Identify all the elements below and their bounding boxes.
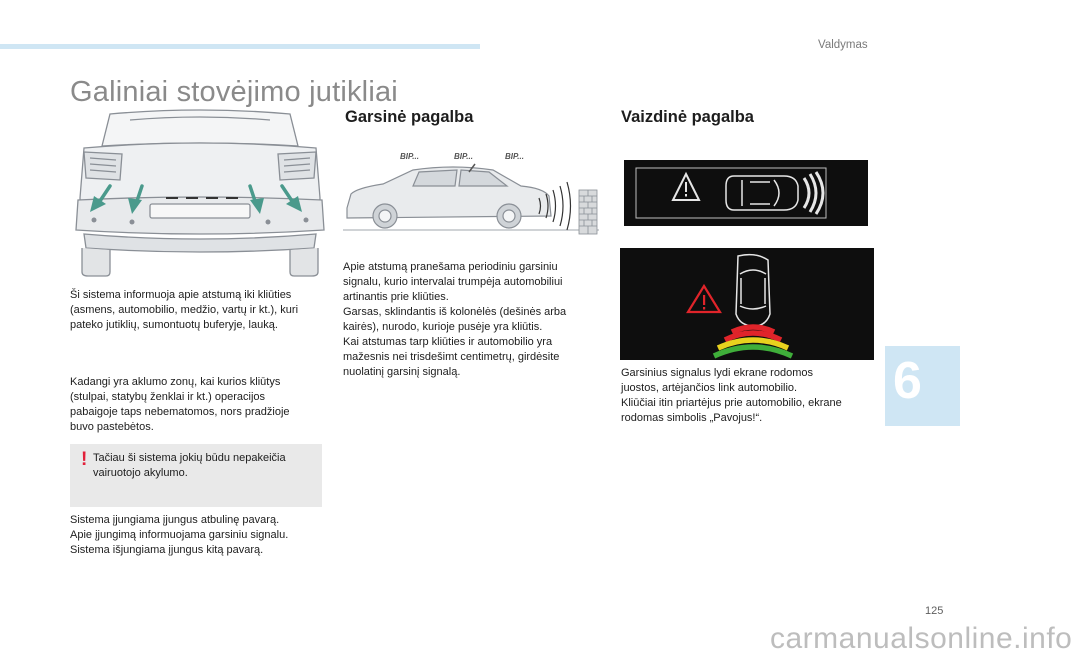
audible-assist-heading: Garsinė pagalba [345, 108, 474, 126]
warning-text: Tačiau ši sistema jokių būdu nepakeičia vairuotojo akylumo. [93, 452, 286, 479]
rear-bumper-sensors-illustration [70, 108, 330, 278]
chapter-number: 6 [893, 352, 922, 410]
audible-assist-text: Apie atstumą pranešama periodiniu garsiniu signalu, kurio intervalai trumpėja automobiliui artinantis prie kliūties. Garsas, sklindantis iš kolonėlės (dešinės arba kairės), nurodo, kurioje pusėje yra kliūtis. Kai atstumas tarp kliūties ir automobilio yra mažesnis nei trisdešimt centimetrų, girdėsite nuolatinį garsinį signalą. [343, 261, 567, 378]
visual-display-horizontal [624, 160, 868, 226]
section-label: Valdymas [818, 39, 868, 51]
bip-label: BIP... [400, 152, 419, 161]
page-number: 125 [925, 605, 944, 617]
car-reversing-illustration [343, 160, 599, 240]
visual-assist-heading: Vaizdinė pagalba [621, 108, 754, 126]
bip-label: BIP... [505, 152, 524, 161]
page-title: Galiniai stovėjimo jutikliai [70, 76, 398, 108]
header-accent-bar [0, 44, 480, 49]
visual-assist-text: Garsinius signalus lydi ekrane rodomos juostos, artėjančios link automobilio. Kliūčiai itin priartėjus prie automobilio, ekrane rodomas simbolis „Pavojus!“. [621, 367, 842, 424]
blind-zone-paragraph: Kadangi yra aklumo zonų, kai kurios kliūtys (stulpai, statybų ženklai ir kt.) operacijos pabaigoje taps nebematomos, nors pradžioje buvo pastebėtos. [70, 376, 290, 433]
visual-display-vertical [620, 248, 874, 360]
warning-exclamation-icon: ! [81, 449, 88, 470]
intro-paragraph: Ši sistema informuoja apie atstumą iki kliūties (asmens, automobilio, medžio, vartų ir kt.), kuri pateko jutiklių, sumontuotų buferyje, lauką. [70, 289, 299, 331]
activation-paragraph: Sistema įjungiama įjungus atbulinę pavarą. Apie įjungimą informuojama garsiniu signalu. Sistema išjungiama įjungus kitą pavarą. [70, 514, 289, 556]
watermark: carmanualsonline.info [770, 622, 1072, 655]
bip-label: BIP... [454, 152, 473, 161]
